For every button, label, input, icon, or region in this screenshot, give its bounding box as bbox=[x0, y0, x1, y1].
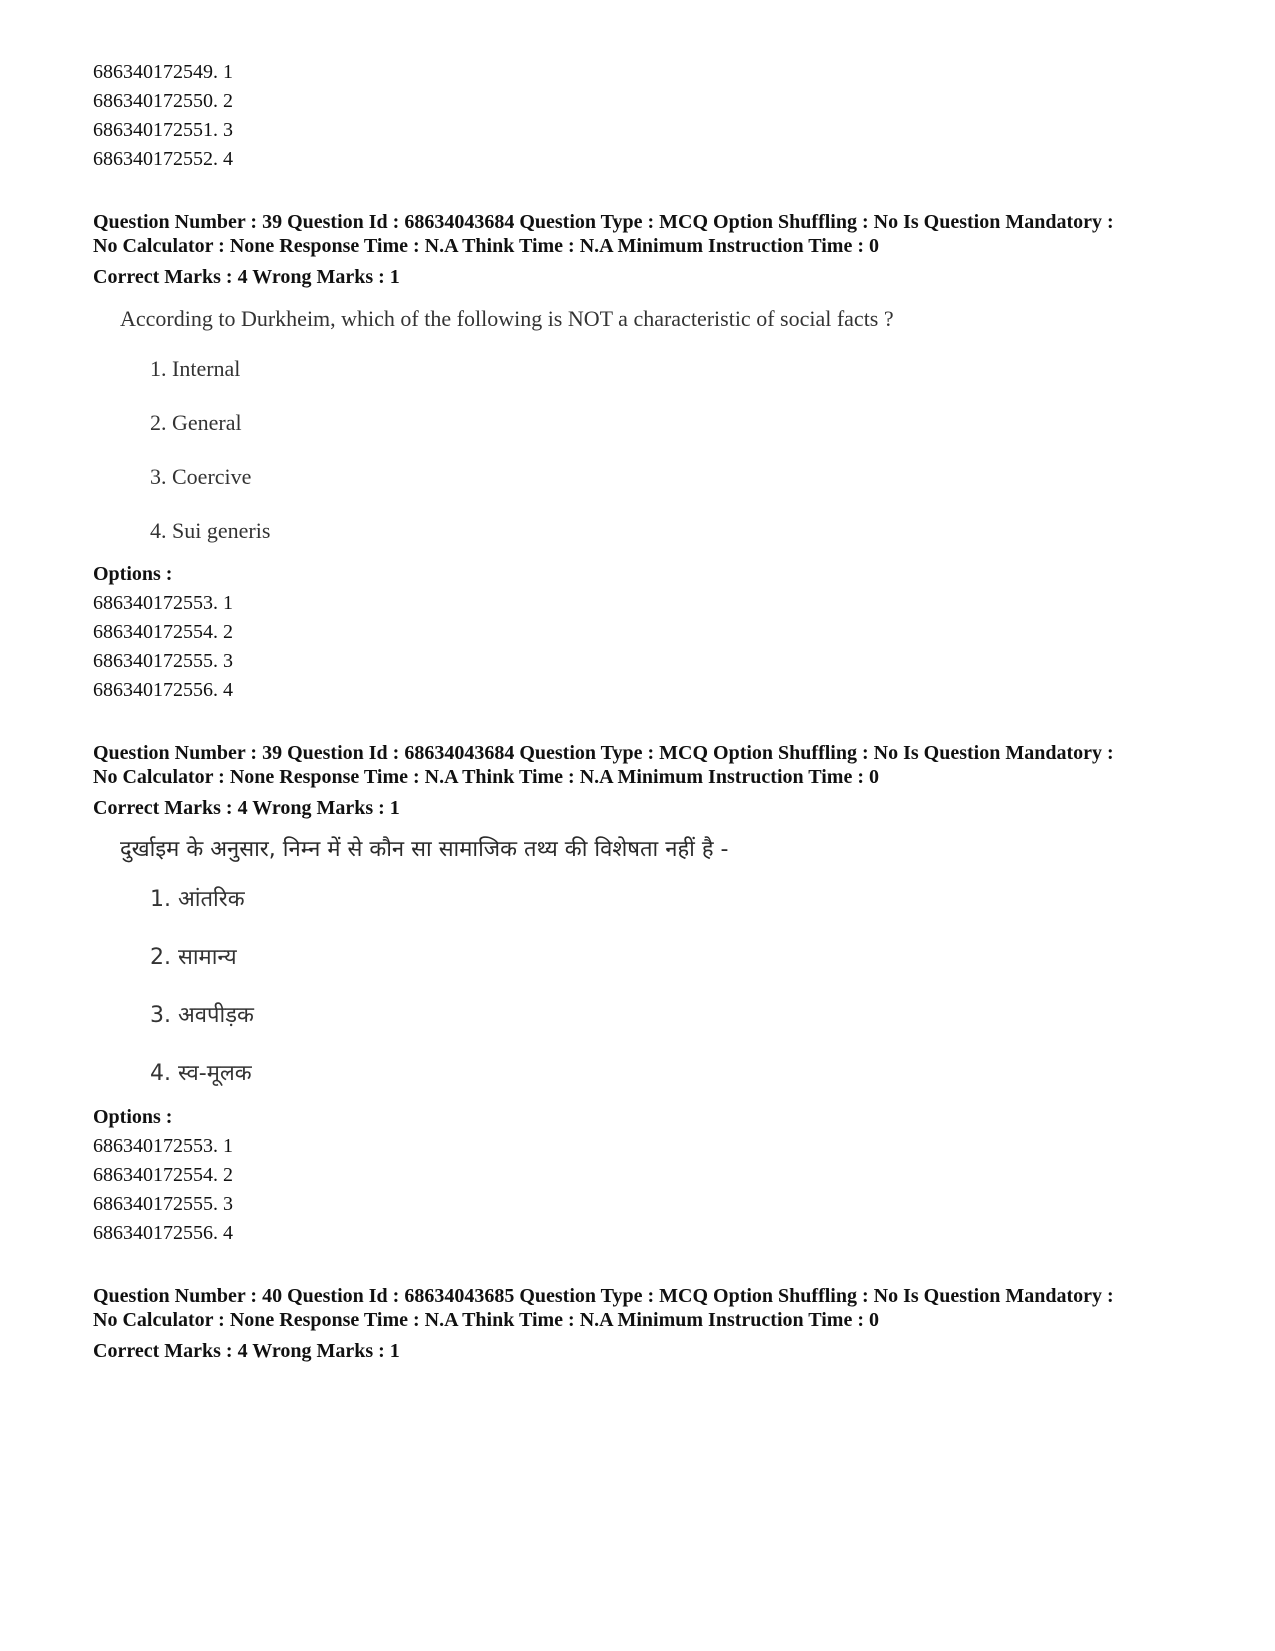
question-meta bbox=[93, 741, 1213, 789]
question-block-39-english bbox=[93, 210, 1213, 705]
choice-item: 4. स्व-मूलक bbox=[150, 1061, 252, 1086]
question-marks: Correct Marks : 4 Wrong Marks : 1 bbox=[93, 797, 400, 819]
question-block-40 bbox=[93, 1284, 1213, 1366]
choice-item: 2. General bbox=[150, 410, 242, 435]
option-id-line: 686340172555. 3 bbox=[93, 650, 233, 672]
question-text: दुर्खाइम के अनुसार, निम्न में से कौन सा सामाजिक तथ्य की विशेषता नहीं है - bbox=[120, 837, 729, 862]
choice-list bbox=[120, 885, 1213, 1089]
option-id-line: 686340172549. 1 bbox=[93, 61, 233, 83]
option-id-line: 686340172553. 1 bbox=[93, 592, 233, 614]
question-marks: Correct Marks : 4 Wrong Marks : 1 bbox=[93, 1340, 400, 1362]
question-content bbox=[93, 304, 1213, 546]
question-meta-line-1: Question Number : 40 Question Id : 68634043685 Question Type : MCQ Option Shuffling : No Is Question Mandatory : bbox=[93, 1285, 1114, 1307]
question-content bbox=[93, 835, 1213, 1089]
choice-item: 4. Sui generis bbox=[150, 518, 271, 543]
question-marks: Correct Marks : 4 Wrong Marks : 1 bbox=[93, 266, 400, 288]
question-meta-line-2: No Calculator : None Response Time : N.A Think Time : N.A Minimum Instruction Time : 0 bbox=[93, 235, 879, 257]
options-list bbox=[93, 1132, 1213, 1248]
option-id-line: 686340172550. 2 bbox=[93, 90, 233, 112]
question-meta-line-2: No Calculator : None Response Time : N.A Think Time : N.A Minimum Instruction Time : 0 bbox=[93, 766, 879, 788]
question-meta bbox=[93, 1284, 1213, 1332]
choice-list bbox=[120, 354, 1213, 546]
choice-item: 1. आंतरिक bbox=[150, 887, 245, 912]
question-meta bbox=[93, 210, 1213, 258]
option-id-line: 686340172556. 4 bbox=[93, 679, 233, 701]
document-page bbox=[93, 58, 1213, 1366]
choice-item: 1. Internal bbox=[150, 356, 241, 381]
option-id-line: 686340172554. 2 bbox=[93, 1164, 233, 1186]
previous-options-list bbox=[93, 58, 1213, 174]
question-block-39-hindi bbox=[93, 741, 1213, 1248]
question-meta-line-1: Question Number : 39 Question Id : 68634043684 Question Type : MCQ Option Shuffling : No Is Question Mandatory : bbox=[93, 742, 1114, 764]
question-meta-line-2: No Calculator : None Response Time : N.A Think Time : N.A Minimum Instruction Time : 0 bbox=[93, 1309, 879, 1331]
option-id-line: 686340172553. 1 bbox=[93, 1135, 233, 1157]
choice-item: 3. अवपीड़क bbox=[150, 1003, 254, 1028]
question-text: According to Durkheim, which of the following is NOT a characteristic of social facts ? bbox=[120, 306, 894, 331]
options-label: Options : bbox=[93, 1106, 173, 1128]
question-meta-line-1: Question Number : 39 Question Id : 68634043684 Question Type : MCQ Option Shuffling : No Is Question Mandatory : bbox=[93, 211, 1114, 233]
option-id-line: 686340172555. 3 bbox=[93, 1193, 233, 1215]
choice-item: 3. Coercive bbox=[150, 464, 252, 489]
option-id-line: 686340172551. 3 bbox=[93, 119, 233, 141]
option-id-line: 686340172556. 4 bbox=[93, 1222, 233, 1244]
options-label: Options : bbox=[93, 563, 173, 585]
options-list bbox=[93, 589, 1213, 705]
option-id-line: 686340172554. 2 bbox=[93, 621, 233, 643]
option-id-line: 686340172552. 4 bbox=[93, 148, 233, 170]
choice-item: 2. सामान्य bbox=[150, 945, 237, 970]
